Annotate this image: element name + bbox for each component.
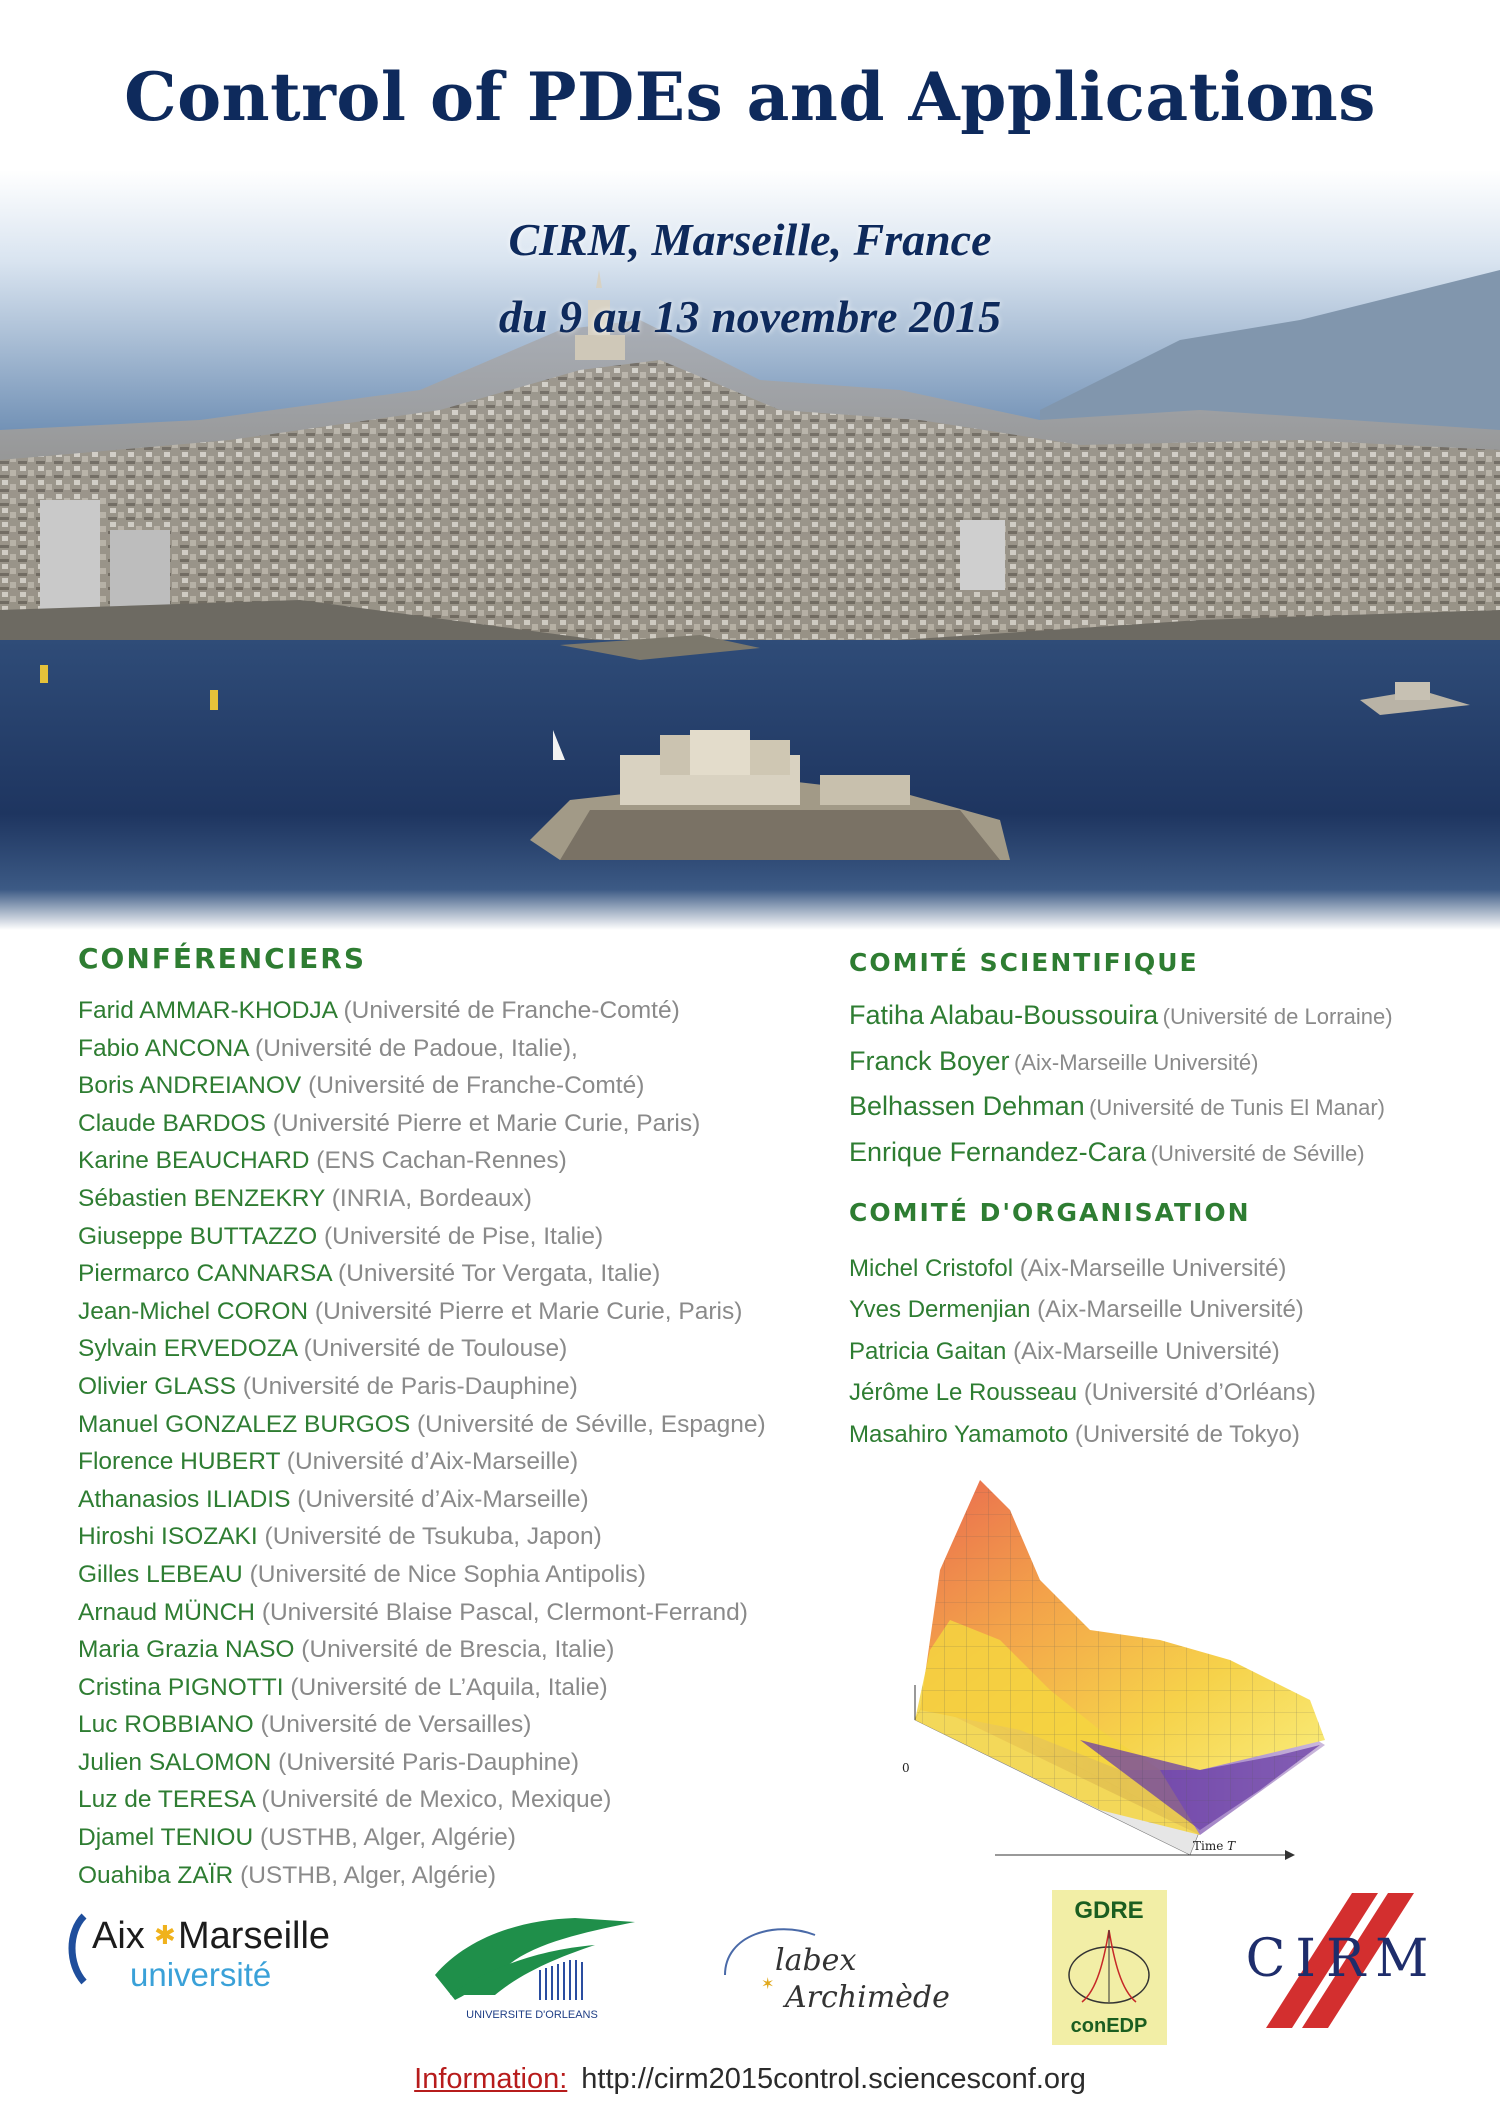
svg-text:GDRE: GDRE xyxy=(1074,1897,1144,1924)
member-name: Michel Cristofol xyxy=(849,1255,1014,1282)
organizing-committee-heading: COMITÉ D'ORGANISATION xyxy=(849,1198,1251,1227)
speaker-name: Karine BEAUCHARD xyxy=(78,1147,310,1175)
svg-text:Archimède: Archimède xyxy=(785,1980,950,2015)
universite-orleans-logo xyxy=(425,1900,640,2025)
list-item xyxy=(78,992,766,1030)
list-item xyxy=(78,1293,766,1331)
list-item xyxy=(78,1406,766,1444)
member-affiliation: (Aix-Marseille Université) xyxy=(1014,1049,1259,1075)
list-item xyxy=(78,1857,766,1895)
speaker-affiliation: (Université de Franche-Comté) xyxy=(343,997,680,1024)
svg-text:conEDP: conEDP xyxy=(1070,2015,1148,2037)
speaker-name: Sébastien BENZEKRY xyxy=(78,1184,325,1212)
speaker-affiliation: (USTHB, Alger, Algérie) xyxy=(259,1824,516,1852)
speaker-affiliation: (Université de L’Aquila, Italie) xyxy=(290,1673,608,1701)
speaker-name: Ouahiba ZAÏR xyxy=(78,1861,234,1889)
list-item xyxy=(78,1142,766,1180)
list-item xyxy=(849,1331,1316,1372)
list-item xyxy=(78,1030,766,1068)
speaker-name: Luc ROBBIANO xyxy=(78,1711,254,1739)
speaker-affiliation: (Université de Pise, Italie) xyxy=(323,1222,604,1250)
svg-text:Aix: Aix xyxy=(92,1915,145,1957)
list-item xyxy=(849,993,1393,1039)
member-affiliation: (Université de Tunis El Manar) xyxy=(1089,1095,1385,1121)
list-item xyxy=(849,1130,1393,1176)
list-item xyxy=(78,1518,766,1556)
speaker-name: Giuseppe BUTTAZZO xyxy=(78,1222,318,1250)
aix-marseille-logo xyxy=(62,1902,362,1992)
speaker-name: Piermarco CANNARSA xyxy=(78,1260,332,1288)
member-affiliation: (Université de Lorraine) xyxy=(1162,1004,1393,1029)
event-dates: du 9 au 13 novembre 2015 xyxy=(498,291,1002,342)
member-name: Belhassen Dehman xyxy=(849,1091,1085,1122)
list-item xyxy=(78,1744,766,1782)
event-location: CIRM, Marseille, France xyxy=(508,214,992,265)
speaker-affiliation: (INRIA, Bordeaux) xyxy=(331,1184,532,1212)
member-affiliation: (Université de Séville) xyxy=(1150,1140,1365,1166)
scientific-committee-list xyxy=(849,993,1393,1175)
speakers-heading: CONFÉRENCIERS xyxy=(78,942,366,975)
member-name: Fatiha Alabau-Boussouira xyxy=(849,1000,1159,1030)
list-item xyxy=(849,1084,1393,1130)
speaker-name: Hiroshi ISOZAKI xyxy=(78,1523,258,1551)
list-item xyxy=(78,1330,766,1368)
speaker-affiliation: (USTHB, Alger, Algérie) xyxy=(240,1861,497,1889)
speaker-name: Olivier GLASS xyxy=(78,1372,236,1400)
list-item xyxy=(849,1414,1316,1455)
time-axis-label: Time T xyxy=(1193,1839,1236,1853)
speaker-name: Julien SALOMON xyxy=(78,1748,272,1776)
speakers-list xyxy=(78,992,766,1894)
speaker-name: Sylvain ERVEDOZA xyxy=(78,1335,297,1363)
member-affiliation: (Aix-Marseille Université) xyxy=(1037,1296,1304,1324)
speaker-affiliation: (Université de Nice Sophia Antipolis) xyxy=(249,1560,646,1588)
speaker-name: Luz de TERESA xyxy=(78,1786,255,1814)
scientific-committee-heading: COMITÉ SCIENTIFIQUE xyxy=(849,948,1199,977)
svg-text:CIRM: CIRM xyxy=(1245,1929,1439,1989)
speaker-affiliation: (Université de Séville, Espagne) xyxy=(417,1410,766,1438)
list-item xyxy=(78,1180,766,1218)
member-name: Enrique Fernandez-Cara xyxy=(849,1136,1147,1167)
speaker-name: Boris ANDREIANOV xyxy=(78,1072,302,1100)
member-name: Franck Boyer xyxy=(849,1045,1010,1076)
member-name: Masahiro Yamamoto xyxy=(849,1420,1069,1448)
list-item xyxy=(78,1556,766,1594)
speaker-affiliation: (Université de Franche-Comté) xyxy=(308,1072,645,1100)
speaker-name: Athanasios ILIADIS xyxy=(78,1485,291,1513)
list-item xyxy=(78,1669,766,1707)
speaker-name: Gilles LEBEAU xyxy=(78,1560,243,1588)
list-item xyxy=(78,1218,766,1256)
speaker-affiliation: (Université d’Aix-Marseille) xyxy=(286,1448,579,1476)
organizing-committee-list xyxy=(849,1248,1316,1455)
list-item xyxy=(78,1819,766,1857)
member-affiliation: (Aix-Marseille Université) xyxy=(1019,1255,1287,1282)
list-item xyxy=(78,1481,766,1519)
svg-text:Marseille: Marseille xyxy=(178,1915,331,1957)
member-affiliation: (Université d’Orléans) xyxy=(1083,1379,1316,1407)
speaker-affiliation: (ENS Cachan-Rennes) xyxy=(316,1147,567,1175)
speaker-name: Claude BARDOS xyxy=(78,1109,266,1137)
speaker-affiliation: (Université de Tsukuba, Japon) xyxy=(264,1523,602,1551)
speaker-affiliation: (Université de Versailles) xyxy=(260,1711,532,1739)
member-name: Patricia Gaitan xyxy=(849,1337,1007,1365)
member-affiliation: (Université de Tokyo) xyxy=(1074,1420,1300,1448)
svg-text:✶: ✶ xyxy=(761,1974,775,1993)
labex-archimede-logo xyxy=(715,1915,965,2020)
surface-plot-figure xyxy=(900,1470,1350,1860)
information-footer xyxy=(0,2063,1500,2096)
list-item xyxy=(849,1039,1393,1085)
speaker-affiliation: (Université de Padoue, Italie), xyxy=(255,1034,578,1062)
origin-label: 0 xyxy=(902,1761,910,1775)
speaker-name: Farid AMMAR-KHODJA xyxy=(78,997,337,1024)
speaker-name: Manuel GONZALEZ BURGOS xyxy=(78,1410,411,1438)
list-item xyxy=(78,1255,766,1293)
list-item xyxy=(78,1067,766,1105)
speaker-affiliation: (Université Pierre et Marie Curie, Paris) xyxy=(314,1297,743,1325)
speaker-affiliation: (Université de Brescia, Italie) xyxy=(301,1636,615,1664)
speaker-affiliation: (Université de Mexico, Mexique) xyxy=(261,1786,612,1814)
speaker-name: Jean-Michel CORON xyxy=(78,1297,309,1325)
speaker-affiliation: (Université Paris-Dauphine) xyxy=(278,1748,580,1776)
list-item xyxy=(849,1248,1316,1289)
information-url-link[interactable]: http://cirm2015control.sciencesconf.org xyxy=(581,2063,1086,2095)
member-name: Jérôme Le Rousseau xyxy=(849,1379,1078,1407)
list-item xyxy=(849,1372,1316,1413)
speaker-affiliation: (Université Tor Vergata, Italie) xyxy=(338,1260,661,1288)
list-item xyxy=(78,1443,766,1481)
list-item xyxy=(78,1105,766,1143)
speaker-affiliation: (Université de Paris-Dauphine) xyxy=(242,1372,578,1400)
list-item xyxy=(78,1594,766,1632)
list-item xyxy=(849,1289,1316,1330)
list-item xyxy=(78,1781,766,1819)
speaker-name: Djamel TENIOU xyxy=(78,1824,254,1852)
list-item xyxy=(78,1631,766,1669)
speaker-affiliation: (Université Blaise Pascal, Clermont-Ferrand) xyxy=(261,1598,748,1626)
poster-title: Control of PDEs and Applications xyxy=(124,58,1376,136)
information-label: Information: xyxy=(414,2063,568,2095)
svg-text:UNIVERSITE D'ORLEANS: UNIVERSITE D'ORLEANS xyxy=(466,2009,598,2021)
marseille-photo xyxy=(0,170,1500,930)
speaker-name: Arnaud MÜNCH xyxy=(78,1598,255,1626)
gdre-conedp-logo xyxy=(1052,1890,1167,2045)
speaker-affiliation: (Université d’Aix-Marseille) xyxy=(297,1485,589,1513)
speaker-name: Florence HUBERT xyxy=(78,1448,280,1476)
cirm-logo xyxy=(1240,1893,1445,2028)
speaker-affiliation: (Université de Toulouse) xyxy=(303,1335,568,1363)
svg-text:labex: labex xyxy=(775,1943,857,1978)
member-affiliation: (Aix-Marseille Université) xyxy=(1013,1337,1280,1365)
member-name: Yves Dermenjian xyxy=(849,1296,1031,1324)
svg-text:✱: ✱ xyxy=(154,1921,176,1951)
speaker-name: Fabio ANCONA xyxy=(78,1034,249,1062)
speaker-name: Cristina PIGNOTTI xyxy=(78,1673,284,1701)
speaker-affiliation: (Université Pierre et Marie Curie, Paris) xyxy=(272,1109,701,1137)
list-item xyxy=(78,1368,766,1406)
svg-text:université: université xyxy=(130,1956,272,1992)
speaker-name: Maria Grazia NASO xyxy=(78,1636,295,1664)
list-item xyxy=(78,1706,766,1744)
